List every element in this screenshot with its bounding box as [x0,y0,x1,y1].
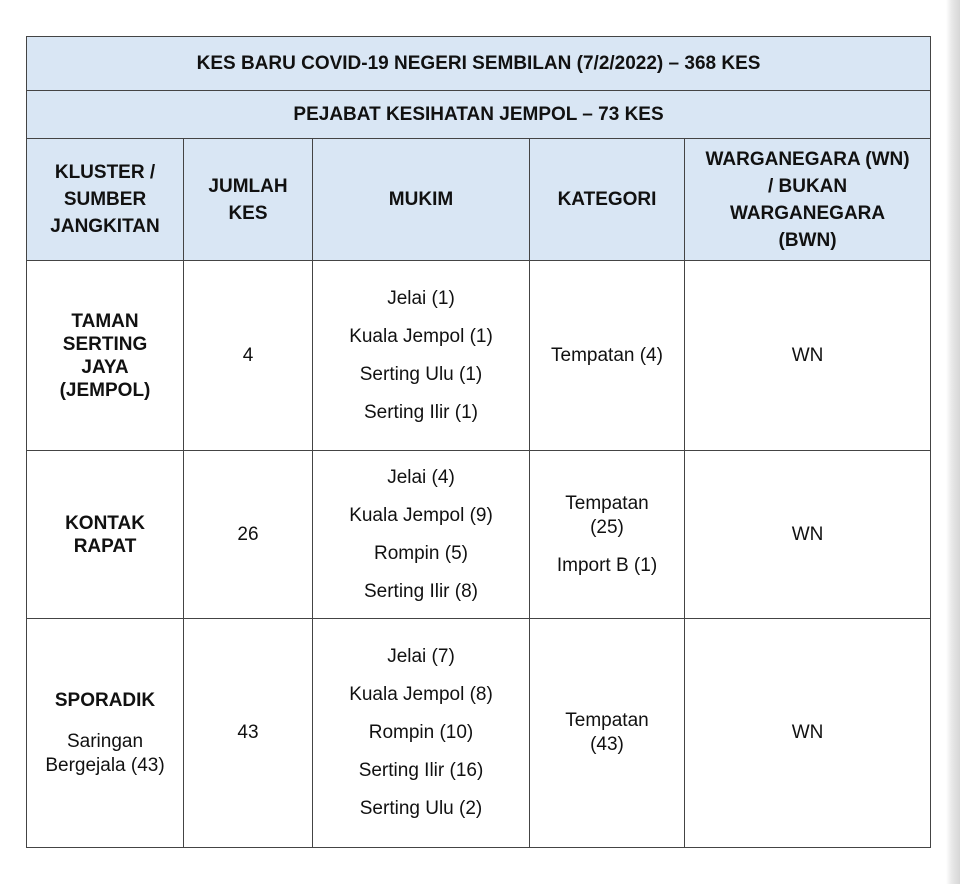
table-title: KES BARU COVID-19 NEGERI SEMBILAN (7/2/2022) – 368 KES [27,37,931,91]
mukim-item: Jelai (4) [387,466,455,488]
mukim-item: Jelai (1) [387,287,455,309]
mukim-item: Rompin (5) [374,542,468,564]
wn-cell: WN [685,261,931,451]
cluster-name [33,310,177,402]
header-wn-line: WARGANEGARA [729,202,886,224]
header-wn-line: WARGANEGARA (WN) [705,148,910,170]
cluster-note-line: Bergejala (43) [45,754,165,776]
mukim-item: Serting Ulu (2) [359,798,483,819]
mukim-cell [313,619,530,848]
cluster-name-line: SPORADIK [54,689,156,711]
cluster-cell [27,451,184,619]
mukim-item: Kuala Jempol (1) [349,325,493,347]
covid-cases-table [26,36,931,848]
cluster-cell [27,619,184,848]
cluster-name [33,689,177,712]
mukim-cell [313,261,530,451]
wn-cell: WN [685,619,931,848]
mukim-item: Rompin (10) [368,722,474,743]
cluster-name [33,512,177,558]
kategori-cell [530,619,685,848]
kategori-item: (25) [590,516,624,538]
jumlah-cell: 43 [184,619,313,848]
header-warganegara [685,139,931,261]
cluster-name-line: RAPAT [73,535,137,557]
table-row [27,261,931,451]
cluster-note-line: Saringan [66,730,144,752]
mukim-item: Jelai (7) [387,646,455,667]
mukim-item: Kuala Jempol (8) [349,684,493,705]
mukim-item: Serting Ilir (8) [363,580,479,602]
mukim-cell [313,451,530,619]
header-wn-line: / BUKAN [767,175,848,197]
kategori-item: (43) [590,734,624,755]
kategori-item: Tempatan (4) [551,344,663,366]
header-jumlah-line: KES [228,202,268,224]
header-kategori: KATEGORI [530,139,685,261]
kategori-cell [530,451,685,619]
jumlah-cell: 4 [184,261,313,451]
jumlah-cell: 26 [184,451,313,619]
cluster-name-line: TAMAN [71,310,139,332]
mukim-item: Serting Ulu (1) [359,363,483,385]
wn-cell: WN [685,451,931,619]
page-top-margin [0,0,960,36]
mukim-item: Serting Ilir (1) [363,401,479,423]
header-kluster-line: JANGKITAN [50,216,160,237]
page-edge-shadow [946,0,960,884]
table-row [27,451,931,619]
kategori-cell [530,261,685,451]
cluster-cell [27,261,184,451]
header-jumlah [184,139,313,261]
header-kluster-line: KLUSTER / [54,162,156,183]
cluster-note [33,730,177,778]
header-kluster-line: SUMBER [63,189,147,210]
kategori-item: Tempatan [565,492,649,514]
table-row [27,619,931,848]
cluster-name-line: JAYA [81,356,129,378]
header-jumlah-line: JUMLAH [208,175,288,197]
kategori-item: Import B (1) [556,554,658,576]
kategori-item: Tempatan [565,710,649,731]
cluster-name-line: KONTAK [65,512,145,534]
mukim-item: Kuala Jempol (9) [349,504,493,526]
header-mukim: MUKIM [313,139,530,261]
header-kluster [27,139,184,261]
table-subtitle: PEJABAT KESIHATAN JEMPOL – 73 KES [27,91,931,139]
cluster-name-line: SERTING [62,333,148,355]
cluster-name-line: (JEMPOL) [59,379,151,401]
header-wn-line: (BWN) [778,229,837,251]
mukim-item: Serting Ilir (16) [358,760,484,781]
